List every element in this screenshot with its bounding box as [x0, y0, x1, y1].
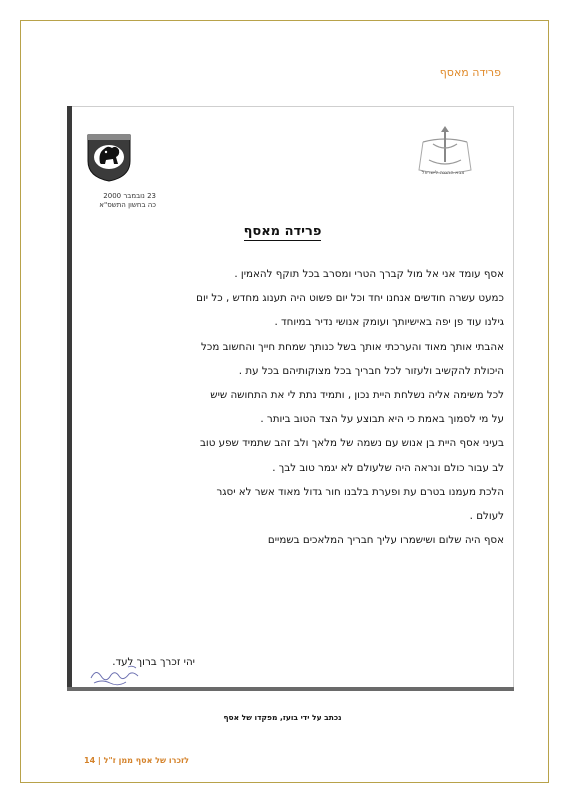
letter-line: לב עבור כולם ונראה היה שלעולם לא יגמר טוב לבך .	[272, 461, 504, 474]
date-hebrew: כה בחשון התשס"א	[99, 201, 156, 209]
letter-line: לכל משימה אליה נשלחת היית נכון , ותמיד נתת לי את התחושה שיש	[210, 388, 504, 401]
letter-body	[84, 262, 504, 552]
date-gregorian: 23 נובמבר 2000	[103, 192, 156, 200]
letter-line: אסף היה שלום ושישמרו עליך חבריך המלאכים בשמיים	[267, 534, 504, 547]
letter-line: אסף עומד אני אל מול קברך הטרי ומסרב בכל תוקף להאמין .	[234, 268, 504, 280]
emblem-caption: צבא ההגנה לישראל	[421, 170, 465, 176]
letter-date	[76, 192, 156, 210]
handwritten-signature-icon	[88, 664, 142, 686]
letter-closing: יהי זכרך ברוך לעד.	[112, 656, 195, 668]
letter-line: על מי לסמוך באמת כי היא תבוצע על הצד הטוב ביותר .	[260, 413, 504, 426]
letter-line: אהבתי אותך מאוד והערכתי אותך בשל כנותך שמחת חייך והחשוב מכל	[201, 340, 504, 353]
letter-title	[0, 224, 565, 239]
page-header-title: פרידה מאסף	[439, 66, 501, 79]
letter-title-text: פרידה מאסף	[243, 224, 322, 239]
scan-bottom-edge	[67, 687, 514, 691]
letter-caption: נכתב על ידי בועז, מפקדו של אסף	[223, 713, 342, 722]
letter-line: לעולם .	[469, 509, 504, 522]
scan-edge-shadow	[67, 106, 72, 691]
letter-line: בעיני אסף היית בן אנוש עם נשמה של מלאך ולב זהב שתמיד שפע טוב	[199, 437, 504, 450]
shield-emblem-icon	[86, 133, 132, 183]
letter-line: הלכת מעמנו בטרם עת ופערת בלבנו חור גדול מאוד אשר לא יסגר	[216, 485, 504, 498]
letter-line: כמעט עשרה חודשים אנחנו יחד וכל יום פשוט היה תענוג מחדש , כל יום	[196, 292, 504, 305]
letter-line: היכולת להקשיב ולעזור לכל חבריך בכל מצוקותיהם בכל עת .	[238, 364, 504, 377]
page-footer: לזכרו של אסף ממן ז"ל | 14	[84, 756, 190, 765]
letter-line: גילנו עוד פן יפה באישיותך ועומק אנושי נדיר במיוחד .	[274, 316, 504, 329]
